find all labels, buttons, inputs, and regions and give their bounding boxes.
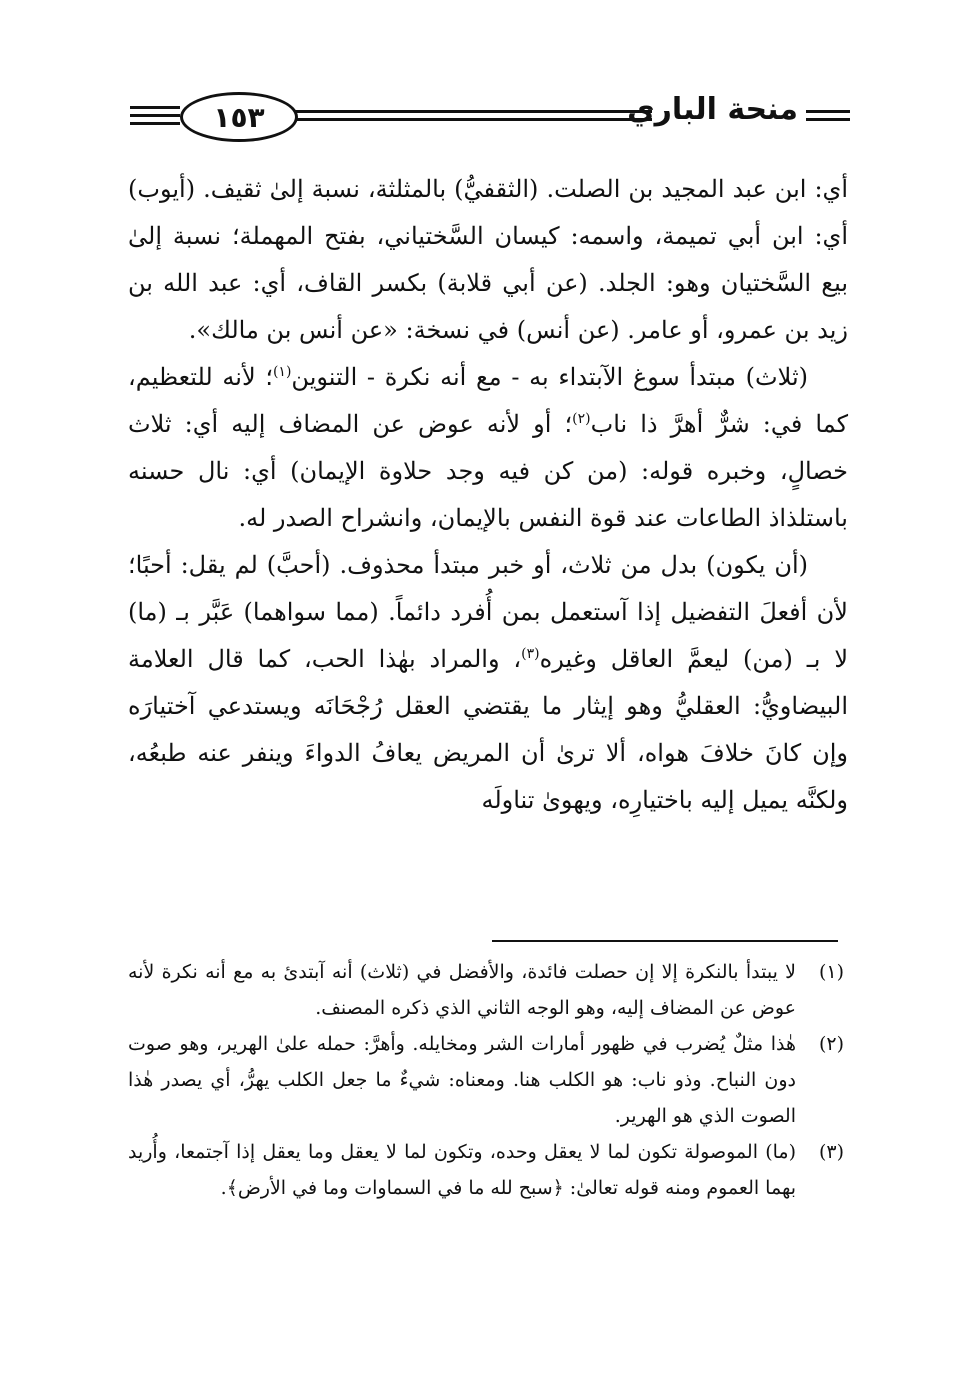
footnote-1 [128,954,844,1026]
paragraph-2-part-b: ؛ لأنه للتعظيم، كما في: شرٌّ أهرَّ ذا ناب [128,363,848,438]
footnote-ref-3: (٣) [521,646,540,662]
footnote-2-text: هٰذا مثلٌ يُضرب في ظهور أمارات الشر ومخايله. وأهرَّ: حمله علىٰ الهرير، وهو صوت دون النباح. وذو ناب: هو الكلب هنا. ومعناه: شيءٌ ما جعل الكلب يهرُّ، أي يصدر هٰذا الصوت الذي هو الهرير. [128,1033,796,1127]
footnote-ref-2: (٢) [572,411,591,427]
footnote-3-number: (٣) [818,1141,844,1163]
footnotes [128,954,844,1206]
paragraph-1: أي: ابن عبد المجيد بن الصلت. (الثقفيُّ) بالمثلثة، نسبة إلىٰ ثقيف. (أيوب) أي: ابن أبي تميمة، واسمه: كيسان السَّختياني، بفتح المهملة؛ نسبة إلىٰ بيع السَّختيان وهو: الجلد. (عن أبي قلابة) بكسر القاف، أي: عبد الله بن زيد بن عمرو، أو عامر. (عن أنس) في نسخة: «عن أنس بن مالك». [128,175,849,344]
header-rule-center-top [292,110,652,113]
footnote-3-text: (ما) الموصولة تكون لما لا يعقل وحده، وتكون لما لا يعقل وما يعقل إذا آجتمعا، وأُريد بهما العموم ومنه قوله تعالىٰ: ﴿سبح لله ما في السماوات وما في الأرض﴾. [128,1141,796,1199]
header-rule-left-bottom [130,122,180,125]
page-header [130,84,850,144]
paragraph-2-part-a: (ثلاث) مبتدأ سوغ الآبتداء به - مع أنه نكرة - التنوين [291,363,808,391]
paragraph-3 [128,542,848,824]
footnote-1-number: (١) [818,961,844,983]
main-text [128,166,848,824]
page-number: ١٥٣ [180,92,298,142]
paragraph-2 [128,354,848,542]
header-rule-left-top [130,106,180,109]
footnote-3 [128,1134,844,1206]
header-rule-right-bottom [806,118,850,121]
paragraph-3-part-b: ، والمراد بهٰذا الحب، كما قال العلامة البيضاويُّ: العقليُّ وهو إيثار ما يقتضي العقل رُجْحَانَه ويستدعي آختيارَه وإن كانَ خلافَ هواه، ألا ترىٰ أن المريض يعافُ الدواءَ وينفر عنه طبعُه، ولكنَّه يميل إليه باختيارِه، ويهوىٰ تناولَه [128,645,848,814]
header-rule-right-top [806,110,850,113]
header-rule-left-mid [130,114,180,117]
book-title: منحة الباري [627,92,798,127]
paragraph-3-part-a: (أن يكون) بدل من ثلاث، أو خبر مبتدأ محذوف. (أحبَّ) لم يقل: أحبًا؛ لأن أفعلَ التفضيل إذا آستعمل بمن أُفرد دائماً. (مما سواهما) عَبَّر بـ (ما) لا بـ (من) ليعمَّ العاقل وغيره [128,551,849,673]
footnote-ref-1: (١) [272,364,292,380]
footnote-2 [128,1026,844,1134]
footnote-2-number: (٢) [818,1033,844,1055]
header-rule-center-bottom [292,118,652,121]
footnote-1-text: لا يبتدأ بالنكرة إلا إن حصلت فائدة، والأفضل في (ثلاث) أنه آبتدئ به مع أنه نكرة لأنه عوض عن المضاف إليه، وهو الوجه الثاني الذي ذكره المصنف. [128,961,796,1019]
footnote-separator [492,940,838,942]
paragraph-2-part-c: ؛ أو لأنه عوض عن المضاف إليه أي: ثلاث خصالٍ، وخبره قوله: (من كن فيه وجد حلاوة الإيمان) أي: نال حسنه باستلذاذ الطاعات عند قوة النفس بالإيمان، وانشراح الصدر له. [128,410,848,532]
